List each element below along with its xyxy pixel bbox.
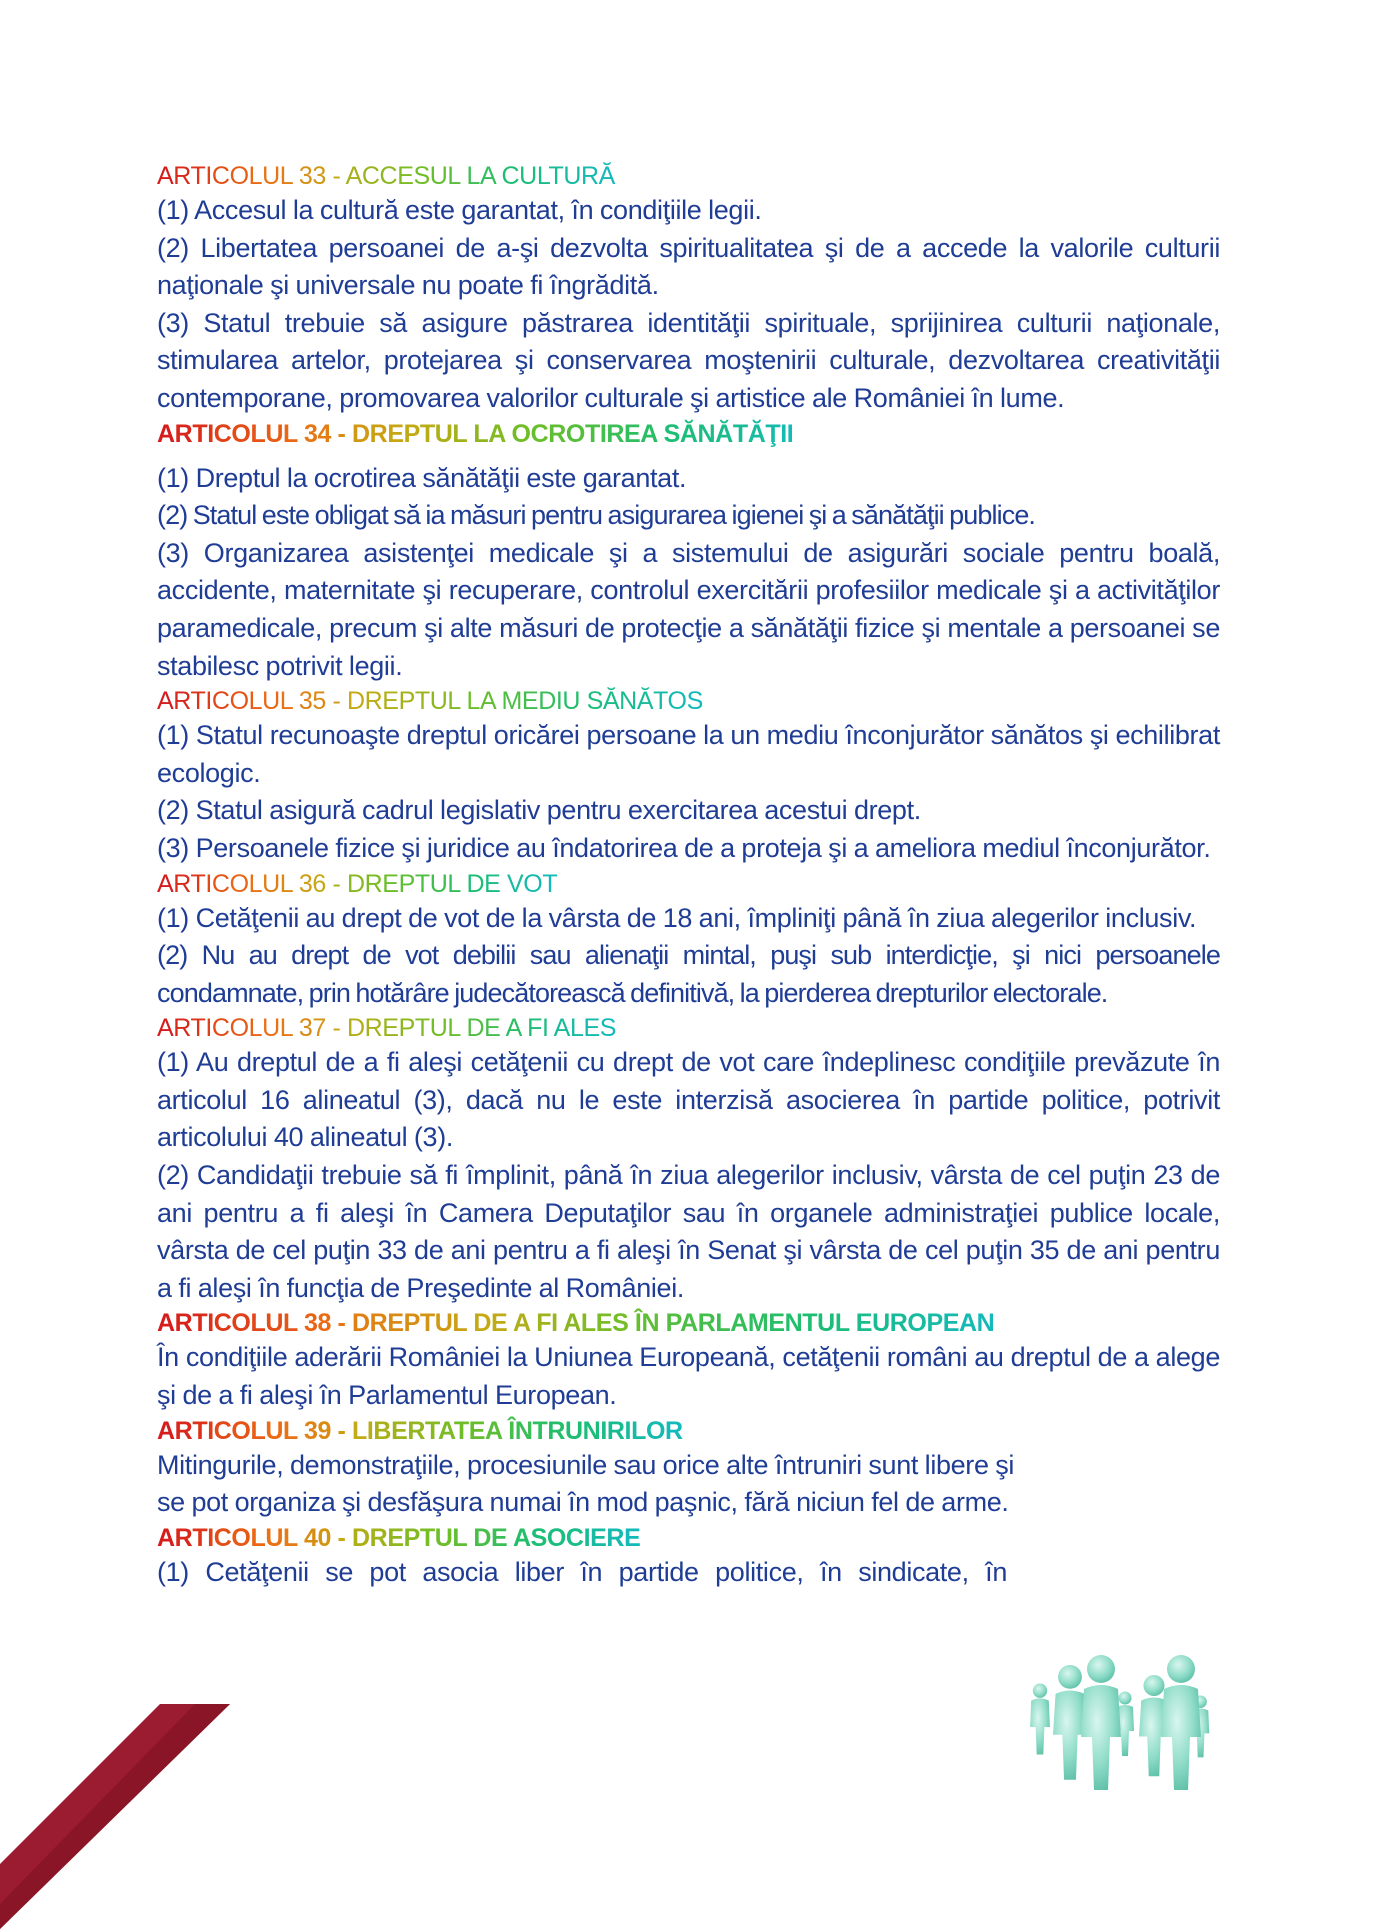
paragraph: (2) Candidaţii trebuie să fi împlinit, până în ziua alegerilor inclusiv, vârsta de cel puţin 23 de ani pentru a fi aleşi în Camera Deputaţilor sau în organele administraţiei publice locale, vârsta de cel puţin 33 de ani pentru a fi aleşi în Senat şi vârsta de cel puţin 35 de ani pentru a fi aleşi în funcţia de Preşedinte al României. — [157, 1160, 1220, 1303]
paragraph: În condiţiile aderării României la Uniunea Europeană, cetăţenii români au dreptul de a alege şi de a fi aleşi în Parlamentul European. — [157, 1342, 1220, 1411]
paragraph: (3) Persoanele fizice şi juridice au îndatorirea de a proteja şi a ameliora mediul înconjurător. — [157, 832, 1211, 863]
article-title: DREPTUL LA MEDIU SĂNĂTOS — [346, 687, 703, 716]
paragraph: (1) Cetăţenii au drept de vot de la vârsta de 18 ani, împliniţi până în ziua alegerilor inclusiv. — [157, 902, 1197, 933]
group-of-people-figures-icon — [1015, 1655, 1220, 1790]
page-number: 106 — [126, 1792, 176, 1829]
article-title: DREPTUL DE ASOCIERE — [352, 1523, 641, 1552]
article-label: ARTICOLUL 35 - — [157, 687, 341, 716]
article-35 — [157, 685, 1220, 867]
paragraph: (3) Organizarea asistenţei medicale şi a sistemului de asigurări sociale pentru boală, accidente, maternitate şi recuperare, controlul exercitării profesiilor medicale şi a activităţilor paramedicale, precum şi alte măsuri de protecţie a sănătăţii fizice şi mentale a persoanei se stabilesc potrivit legii. — [157, 537, 1220, 681]
article-title: ACCESUL LA CULTURĂ — [345, 162, 615, 190]
article-title: LIBERTATEA ÎNTRUNIRILOR — [352, 1416, 683, 1445]
paragraph: (1) Cetăţenii se pot asocia liber în partide politice, în sindicate, în — [157, 1556, 1007, 1587]
paragraph: (3) Statul trebuie să asigure păstrarea identităţii spirituale, sprijinirea culturii naţionale, stimularea artelor, protejarea şi conservarea moştenirii culturale, dezvoltarea creativităţii contemporane, promovarea valorilor culturale şi artistice ale României în lume. — [157, 307, 1220, 413]
article-39 — [157, 1415, 1220, 1522]
paragraph: (2) Statul asigură cadrul legislativ pentru exercitarea acestui drept. — [157, 795, 921, 826]
article-heading — [157, 1307, 1220, 1339]
article-label: ARTICOLUL 37 - — [157, 1014, 341, 1043]
article-label: ARTICOLUL 39 - — [157, 1416, 346, 1445]
article-title: DREPTUL DE VOT — [346, 869, 558, 898]
document-body — [157, 160, 1220, 1591]
article-40 — [157, 1522, 1220, 1592]
article-label: ARTICOLUL 34 - — [157, 419, 346, 448]
article-heading — [157, 685, 1220, 717]
article-label: ARTICOLUL 38 - — [157, 1309, 346, 1338]
article-label: ARTICOLUL 36 - — [157, 869, 341, 898]
article-title: DREPTUL LA OCROTIREA SĂNĂTĂŢII — [352, 419, 794, 448]
article-heading — [157, 1522, 1220, 1554]
paragraph: (1) Statul recunoaşte dreptul oricărei persoane la un mediu înconjurător sănătos şi echilibrat ecologic. — [157, 720, 1220, 788]
article-title: DREPTUL DE A FI ALES — [346, 1014, 617, 1043]
paragraph: (1) Accesul la cultură este garantat, în condiţiile legii. — [157, 195, 762, 225]
article-heading — [157, 1012, 1220, 1044]
article-37 — [157, 1012, 1220, 1307]
paragraph: (2) Libertatea persoanei de a-şi dezvolta spiritualitatea şi de a accede la valorile culturii naţionale şi universale nu poate fi îngrădită. — [157, 232, 1220, 301]
article-label: ARTICOLUL 40 - — [157, 1523, 346, 1552]
paragraph: (2) Statul este obligat să ia măsuri pentru asigurarea igienei şi a sănătăţii publice. — [157, 500, 1036, 531]
article-heading — [157, 418, 1220, 450]
paragraph: (2) Nu au drept de vot debilii sau alienaţii mintal, puşi sub interdicţie, şi nici persoanele condamnate, prin hotărâre judecătorească definitivă, la pierderea drepturilor electorale. — [157, 940, 1220, 1008]
article-36 — [157, 868, 1220, 1013]
article-heading — [157, 1415, 1220, 1447]
article-label: ARTICOLUL 33 - — [157, 162, 341, 190]
article-heading — [157, 160, 1220, 192]
paragraph: (1) Au dreptul de a fi aleşi cetăţenii cu drept de vot care îndeplinesc condiţiile prevăzute în articolul 16 alineatul (3), dacă nu le este interzisă asocierea în partide politice, potrivit articolului 40 alineatul (3). — [157, 1047, 1220, 1153]
article-heading — [157, 868, 1220, 900]
paragraph: (1) Dreptul la ocrotirea sănătăţii este garantat. — [157, 462, 687, 493]
article-title: DREPTUL DE A FI ALES ÎN PARLAMENTUL EUROPEAN — [352, 1309, 995, 1338]
article-38 — [157, 1307, 1220, 1414]
article-34 — [157, 418, 1220, 686]
article-33 — [157, 160, 1220, 418]
paragraph: Mitingurile, demonstraţiile, procesiunile sau orice alte întruniri sunt libere şi se pot organiza şi desfăşura numai în mod paşnic, fără niciun fel de arme. — [157, 1449, 1015, 1518]
